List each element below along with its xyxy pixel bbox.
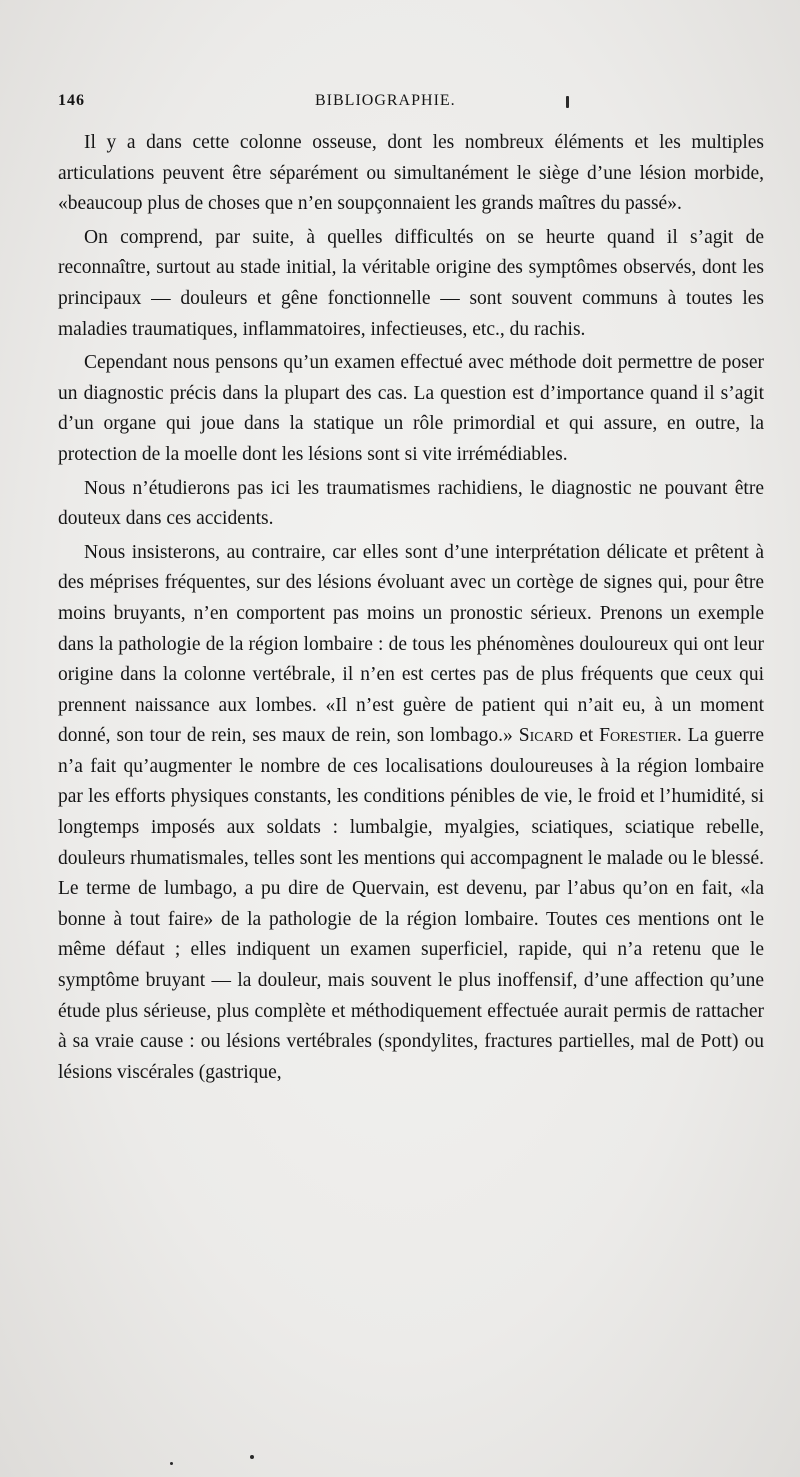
paragraph-5-text-after: . La guerre n’a fait qu’augmenter le nombre de ces localisations douloureuses à la région lombaire par les efforts physiques constants, les conditions pénibles de vie, le froid et l’humidité, si longtemps imposés aux soldats : lumbalgie, myalgies, sciatiques, sciatique rebelle, douleurs rhumatismales, telles sont les mentions qui accompagnent le malade ou le blessé. Le terme de lumbago, a pu dire de Quervain, est devenu, par l’abus qu’on en fait, «la bonne à tout faire» de la pathologie de la région lombaire. Toutes ces mentions ont le même défaut ; elles indiquent un examen superficiel, rapide, qui n’a retenu que le symptôme bruyant — la douleur, mais souvent le plus inoffensif, d’une affection qu’une étude plus sérieuse, plus complète et méthodiquement effectuée aurait permis de rattacher à sa vraie cause : ou lésions vertébrales (spondylites, fractures partielles, mal de Pott) ou lésions viscérales (gastrique,: [58, 725, 764, 1083]
paragraph-2: On comprend, par suite, à quelles difficultés on se heurte quand il s’agit de reconnaître, surtout au stade initial, la véritable origine des symptômes observés, dont les principaux — douleurs et gêne fonctionnelle — sont souvent communs à toutes les maladies traumatiques, inflammatoires, infectieuses, etc., du rachis.: [58, 226, 764, 340]
author-name-forestier: Forestier: [599, 725, 677, 747]
author-connector: et: [573, 725, 600, 747]
print-speck: [566, 96, 569, 108]
print-speck: [250, 1455, 254, 1459]
paragraph-4: Nous n’étudierons pas ici les traumatismes rachidiens, le diagnostic ne pouvant être douteux dans ces accidents.: [58, 477, 764, 530]
paragraph-5-text-before: Nous insisterons, au contraire, car elles sont d’une interprétation délicate et prêtent à des méprises fréquentes, sur des lésions évoluant avec un cortège de signes qui, pour être moins bruyants, n’en comportent pas moins un pronostic sérieux. Prenons un exemple dans la pathologie de la région lombaire : de tous les phénomènes douloureux qui ont leur origine dans la colonne vertébrale, il n’en est certes pas de plus fréquents que ceux qui prennent naissance aux lombes. «Il n’est guère de patient qui n’ait eu, à un moment donné, son tour de rein, ses maux de rein, son lombago.»: [58, 541, 764, 747]
page-number: 146: [58, 92, 85, 109]
section-title: BIBLIOGRAPHIE.: [315, 92, 456, 109]
paragraph-1: Il y a dans cette colonne osseuse, dont les nombreux éléments et les multiples articulations peuvent être séparément ou simultanément le siège d’une lésion morbide, «beaucoup plus de choses que n’en soupçonnaient les grands maîtres du passé».: [58, 132, 764, 215]
running-head: [58, 92, 758, 116]
author-name-sicard: Sicard: [518, 725, 574, 747]
paragraph-5: [58, 538, 764, 1089]
body-text: [58, 128, 764, 1088]
print-speck: [170, 1462, 173, 1465]
paragraph-3: Cependant nous pensons qu’un examen effectué avec méthode doit permettre de poser un diagnostic précis dans la plupart des cas. La question est d’importance quand il s’agit d’un organe qui joue dans la statique un rôle primordial et qui assure, en outre, la protection de la moelle dont les lésions sont si vite irrémédiables.: [58, 352, 764, 465]
